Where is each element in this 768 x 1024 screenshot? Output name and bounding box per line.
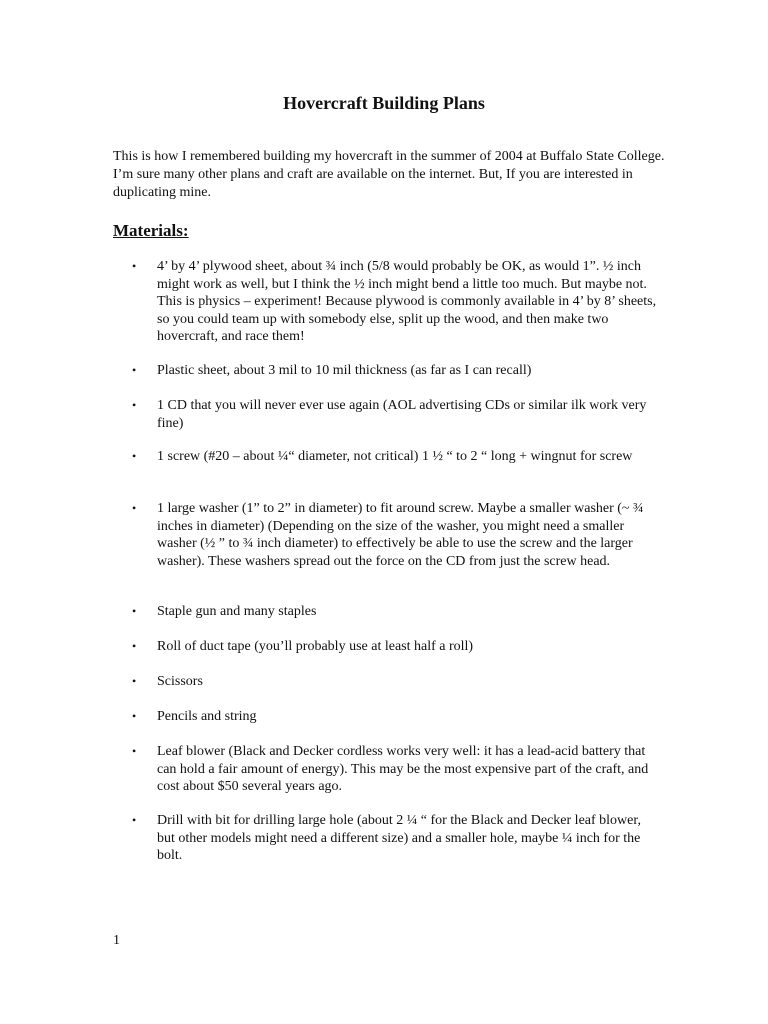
page-number: 1 (113, 933, 120, 948)
bullet-icon: • (132, 501, 137, 515)
list-item-text: Leaf blower (Black and Decker cordless works very well: it has a lead-acid battery that can hold a fair amount of energy). This may be the most expensive part of the craft, and cost about $50 several years ago. (157, 744, 649, 795)
list-item-text: Drill with bit for drilling large hole (about 2 ¼ “ for the Black and Decker leaf blower, but other models might need a different size) and a smaller hole, maybe ¼ inch for the bolt. (157, 813, 641, 864)
list-item (132, 743, 662, 796)
list-item (132, 500, 662, 570)
list-item (132, 258, 662, 346)
document-title: Hovercraft Building Plans (283, 93, 485, 113)
list-item (132, 397, 662, 432)
list-item (132, 638, 662, 656)
list-item-text: Pencils and string (157, 709, 257, 724)
bullet-icon: • (132, 813, 137, 827)
bullet-icon: • (132, 363, 137, 377)
bullet-icon: • (132, 744, 137, 758)
bullet-icon: • (132, 259, 137, 273)
list-item (132, 812, 662, 865)
list-item-text: Plastic sheet, about 3 mil to 10 mil thickness (as far as I can recall) (157, 363, 532, 378)
list-item-text: 1 screw (#20 – about ¼“ diameter, not critical) 1 ½ “ to 2 “ long + wingnut for screw (157, 449, 633, 464)
bullet-icon: • (132, 449, 137, 463)
list-item-text: Roll of duct tape (you’ll probably use at least half a roll) (157, 639, 474, 654)
list-item (132, 362, 662, 380)
bullet-icon: • (132, 639, 137, 653)
bullet-icon: • (132, 604, 137, 618)
bullet-icon: • (132, 398, 137, 412)
list-item-text: Staple gun and many staples (157, 604, 317, 619)
bullet-icon: • (132, 674, 137, 688)
list-item (132, 448, 662, 466)
list-item-text: Scissors (157, 674, 203, 689)
list-item (132, 673, 662, 691)
list-item-text: 1 large washer (1” to 2” in diameter) to fit around screw. Maybe a smaller washer (~ ¾ inches in diameter) (Depending on the size of the washer, you might need a smaller washer (½ ” to ¾ inch diameter) to effectively be able to use the screw and the larger washer). These washers spread out the force on the CD from just the screw head. (157, 501, 644, 569)
list-item-text: 4’ by 4’ plywood sheet, about ¾ inch (5/8 would probably be OK, as would 1”. ½ inch might work as well, but I think the ½ inch might bend a little too much. But maybe not. This is physics – experiment! Because plywood is commonly available in 4’ by 8’ sheets, so you could team up with somebody else, split up the wood, and then make two hovercraft, and race them! (157, 259, 657, 345)
intro-paragraph: This is how I remembered building my hovercraft in the summer of 2004 at Buffalo State College. I’m sure many other plans and craft are available on the internet. But, If you are interested in duplicating mine. (113, 149, 665, 200)
materials-heading: Materials: (113, 221, 189, 240)
list-item (132, 708, 662, 726)
bullet-icon: • (132, 709, 137, 723)
list-item-text: 1 CD that you will never ever use again (AOL advertising CDs or similar ilk work very fine) (157, 398, 647, 431)
list-item (132, 603, 662, 621)
